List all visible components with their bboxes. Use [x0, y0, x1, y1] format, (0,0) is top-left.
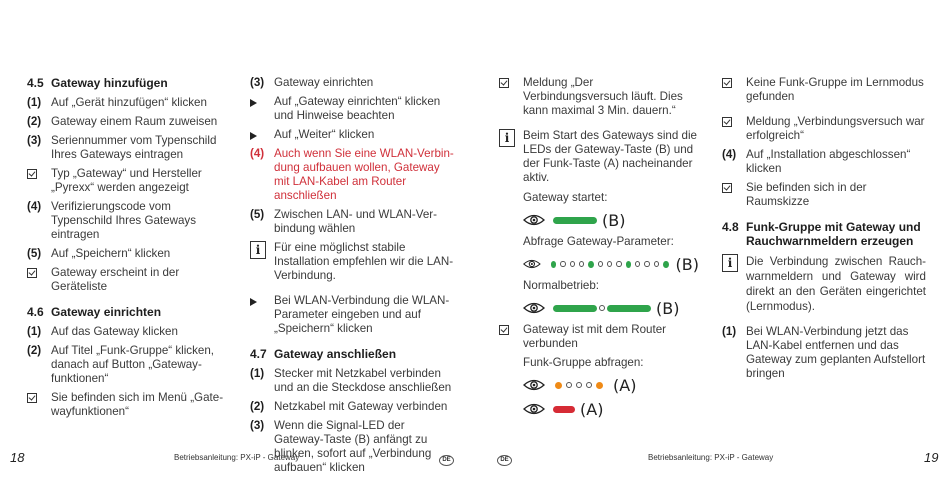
info-icon: i — [250, 241, 266, 259]
step-item: (2) Netzkabel mit Gateway verbinden — [250, 400, 448, 413]
led-red-bar — [553, 406, 575, 413]
column-1 — [27, 76, 233, 424]
action-item: Auf „Gateway einrichten“ klicken und Hinweise beachten — [250, 95, 456, 123]
checkbox-icon — [722, 183, 732, 193]
led-off-dot — [598, 261, 603, 267]
led-orange-dot — [596, 382, 603, 389]
eye-icon — [523, 301, 545, 315]
triangle-bullet-icon — [250, 298, 257, 306]
step-item: (1) Auf „Gerät hinzufügen“ klicken — [27, 96, 207, 109]
section-heading-4-8: 4.8 Funk-Gruppe mit Gateway und Rauchwarnmeldern erzeugen — [722, 220, 921, 248]
info-note: i Beim Start des Gateways sind die LEDs der Gateway-Taste (B) und der Funk-Taste (A) nacheinander aktiv. — [499, 129, 699, 185]
eye-icon — [523, 378, 545, 392]
footer-title-left: Betriebsanleitung: PX-iP - Gateway — [174, 453, 300, 462]
section-heading-4-5: 4.5 Gateway hinzufügen — [27, 76, 168, 90]
eye-icon — [523, 213, 545, 227]
led-off-dot — [586, 382, 592, 388]
led-off-dot — [616, 261, 621, 267]
led-caption: Gateway startet: — [523, 191, 608, 204]
column-3 — [499, 76, 699, 424]
language-badge: DE — [497, 455, 512, 466]
result-item: Gateway ist mit dem Router verbunden — [499, 323, 699, 351]
step-item: (4) Verifizierungscode vom Typenschild Ihres Gateways eintragen — [27, 200, 196, 241]
led-row-normal: (B) — [523, 299, 699, 317]
step-item: (2) Gateway einem Raum zuweisen — [27, 115, 218, 128]
checkbox-icon — [722, 78, 732, 88]
led-green-bar — [553, 217, 597, 224]
led-green-bar — [607, 305, 651, 312]
led-off-dot — [560, 261, 565, 267]
page-number-right: 19 — [924, 450, 939, 465]
led-off-dot — [579, 261, 584, 267]
led-off-dot — [599, 305, 605, 311]
led-green-dot — [663, 261, 669, 268]
led-off-dot — [570, 261, 575, 267]
step-item: (5) Auf „Speichern“ klicken — [27, 247, 171, 260]
triangle-bullet-icon — [250, 99, 257, 107]
led-off-dot — [644, 261, 649, 267]
action-item: Bei WLAN-Verbindung die WLAN-Parameter eingeben und auf „Speichern“ klicken — [250, 294, 456, 336]
led-green-dot — [588, 261, 594, 268]
step-item: (5) Zwischen LAN- und WLAN-Ver-bindung wählen — [250, 208, 438, 235]
checkbox-icon — [499, 325, 509, 335]
eye-icon — [523, 257, 541, 271]
result-item: Typ „Gateway“ und Hersteller „Pyrexx“ werden angezeigt — [27, 167, 233, 195]
step-item: (3) Seriennummer vom Typenschild Ihres Gateways eintragen — [27, 134, 217, 161]
led-off-dot — [654, 261, 659, 267]
warning-step-item: (4) Auch wenn Sie eine WLAN-Verbin-dung aufbauen wollen, Gateway mit LAN-Kabel am Router anschließen — [250, 147, 454, 202]
led-orange-dot — [555, 382, 562, 389]
result-item: Meldung „Der Verbindungsversuch läuft. Dies kann maximal 3 Min. dauern.“ — [499, 76, 699, 118]
led-off-dot — [607, 261, 612, 267]
action-item: Auf „Weiter“ klicken — [250, 128, 456, 142]
column-4 — [722, 76, 926, 386]
column-2 — [250, 76, 456, 480]
led-row-gateway-start: (B) — [523, 211, 699, 229]
led-off-dot — [635, 261, 640, 267]
step-item: (1) Stecker mit Netzkabel verbinden und an die Steckdose anschließen — [250, 367, 452, 394]
section-heading-4-7: 4.7 Gateway anschließen — [250, 347, 397, 361]
step-item: (1) Auf das Gateway klicken — [27, 325, 178, 338]
led-off-dot — [576, 382, 582, 388]
step-item: (3) Wenn die Signal-LED der Gateway-Taste (B) anfängt zu blinken, sofort auf „Verbindung aufbauen“ klicken — [250, 419, 432, 474]
info-icon: i — [722, 254, 738, 272]
step-item: (3) Gateway einrichten — [250, 76, 374, 89]
led-caption: Funk-Gruppe abfragen: — [523, 356, 644, 369]
step-item: (4) Auf „Installation abgeschlossen“ klicken — [722, 148, 911, 175]
led-row-gateway-params: (B) — [523, 255, 699, 273]
led-row-funk-orange: (A) — [523, 376, 699, 394]
info-note: i Die Verbindung zwischen Rauch-warnmeldern und Gateway wird direkt an den Geräten eingerichtet (Lernmodus). — [722, 254, 926, 314]
info-icon: i — [499, 129, 515, 147]
step-item: (2) Auf Titel „Funk-Gruppe“ klicken, danach auf Button „Gateway-funktionen“ — [27, 344, 215, 385]
checkbox-icon — [27, 268, 37, 278]
checkbox-icon — [499, 78, 509, 88]
led-caption: Normalbetrieb: — [523, 279, 600, 292]
step-item: (1) Bei WLAN-Verbindung jetzt das LAN-Kabel entfernen und das Gateway zum geplanten Aufstellort bringen — [722, 325, 926, 380]
result-item: Keine Funk-Gruppe im Lernmodus gefunden — [722, 76, 926, 104]
result-item: Gateway erscheint in der Geräteliste — [27, 266, 233, 294]
footer-title-right: Betriebsanleitung: PX-iP - Gateway — [648, 453, 774, 462]
section-heading-4-6: 4.6 Gateway einrichten — [27, 305, 162, 319]
page-number-left: 18 — [10, 450, 25, 465]
result-item: Sie befinden sich im Menü „Gate-wayfunktionen“ — [27, 391, 233, 419]
triangle-bullet-icon — [250, 132, 257, 140]
checkbox-icon — [27, 169, 37, 179]
led-row-funk-red: (A) — [523, 400, 699, 418]
result-item: Sie befinden sich in der Raumskizze — [722, 181, 926, 209]
eye-icon — [523, 402, 545, 416]
led-off-dot — [566, 382, 572, 388]
checkbox-icon — [722, 117, 732, 127]
led-green-dot — [626, 261, 632, 268]
result-item: Meldung „Verbindungsversuch war erfolgreich“ — [722, 115, 926, 143]
info-note: i Für eine möglichst stabile Installation empfehlen wir die LAN-Verbindung. — [250, 241, 456, 283]
led-caption: Abfrage Gateway-Parameter: — [523, 235, 674, 248]
language-badge: DE — [439, 455, 454, 466]
led-green-bar — [553, 305, 597, 312]
led-green-dot — [551, 261, 557, 268]
checkbox-icon — [27, 393, 37, 403]
